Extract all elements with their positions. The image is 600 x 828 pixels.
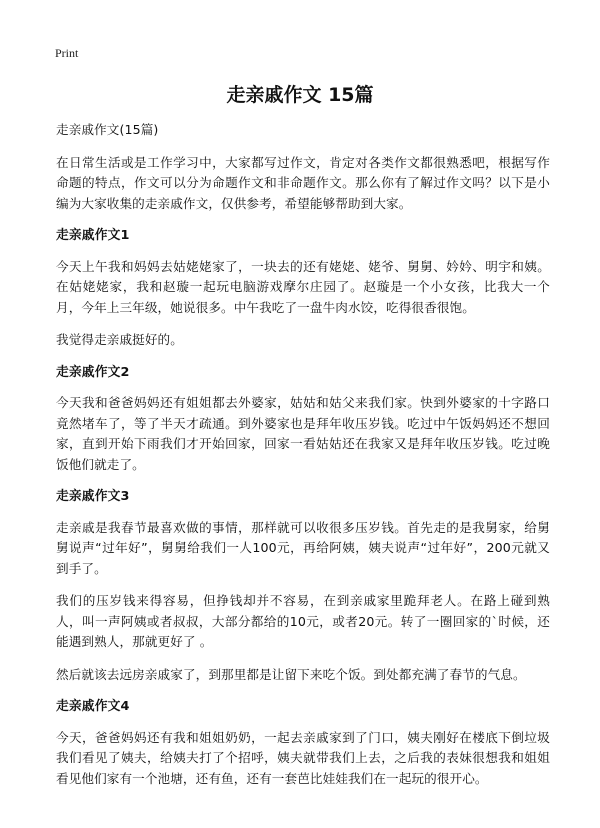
section-heading: 走亲戚作文4: [56, 699, 130, 714]
section-paragraph: 我们的压岁钱来得容易，但挣钱却并不容易，在到亲戚家里跪拜老人。在路上碰到熟人，叫一声阿姨或者叔叔，大部分都给的10元，或者20元。转了一圈回家的`时候，还能遇到熟人，那就更好了 。: [56, 593, 550, 649]
intro-paragraph: 在日常生活或是工作学习中，大家都写过作文，肯定对各类作文都很熟悉吧，根据写作命题的特点，作文可以分为命题作文和非命题作文。那么你有了解过作文吗？以下是小编为大家收集的走亲戚作文，仅供参考，希望能够帮助到大家。: [56, 154, 550, 211]
section-paragraph: 我觉得走亲戚挺好的。: [56, 332, 183, 347]
section-paragraph: 今天上午我和妈妈去姑姥姥家了，一块去的还有姥姥、姥爷、舅舅、妗妗、明宇和姨。在姑姥姥家，我和赵璇一起玩电脑游戏摩尔庄园了。赵璇是一个小女孩，比我大一个月，今年上三年级，她说很多。中午我吃了一盘牛肉水饺，吃得很香很饱。: [56, 258, 550, 315]
section-paragraph: 走亲戚是我春节最喜欢做的事情，那样就可以收很多压岁钱。首先走的是我舅家，给舅舅说声“过年好”，舅舅给我们一人100元，再给阿姨，姨夫说声“过年好”，200元就又到手了。: [56, 519, 550, 576]
article-subtitle: 走亲戚作文(15篇): [56, 122, 159, 137]
section-paragraph: 然后就该去远房亲戚家了，到那里都是让留下来吃个饭。到处都充满了春节的气息。: [56, 666, 526, 682]
page-title: 走亲戚作文 15篇: [226, 84, 374, 106]
section-heading: 走亲戚作文2: [56, 364, 130, 380]
article-body: [56, 120, 550, 801]
section-paragraph: 今天我和爸爸妈妈还有姐姐都去外婆家，姑姑和姑父来我们家。快到外婆家的十字路口竟然堵车了，等了半天才疏通。到外婆家也是拜年收压岁钱。吃过中午饭妈妈还不想回家，直到开始下雨我们才开始回家，回家一看姑姑还在我家又是拜年收压岁钱。吃过晚饭他们就走了。: [56, 395, 550, 472]
section-heading: 走亲戚作文3: [56, 489, 130, 504]
section-heading: 走亲戚作文1: [56, 228, 130, 243]
section-paragraph: 今天，爸爸妈妈还有我和姐姐奶奶，一起去亲戚家到了门口，姨夫刚好在楼底下倒垃圾我们看见了姨夫，给姨夫打了个招呼，姨夫就带我们上去，之后我的表妹很想我和姐姐看见他们家有一个池塘，还有鱼，还有一套芭比娃娃我们在一起玩的很开心。: [56, 729, 550, 786]
print-link[interactable]: Print: [55, 46, 79, 60]
